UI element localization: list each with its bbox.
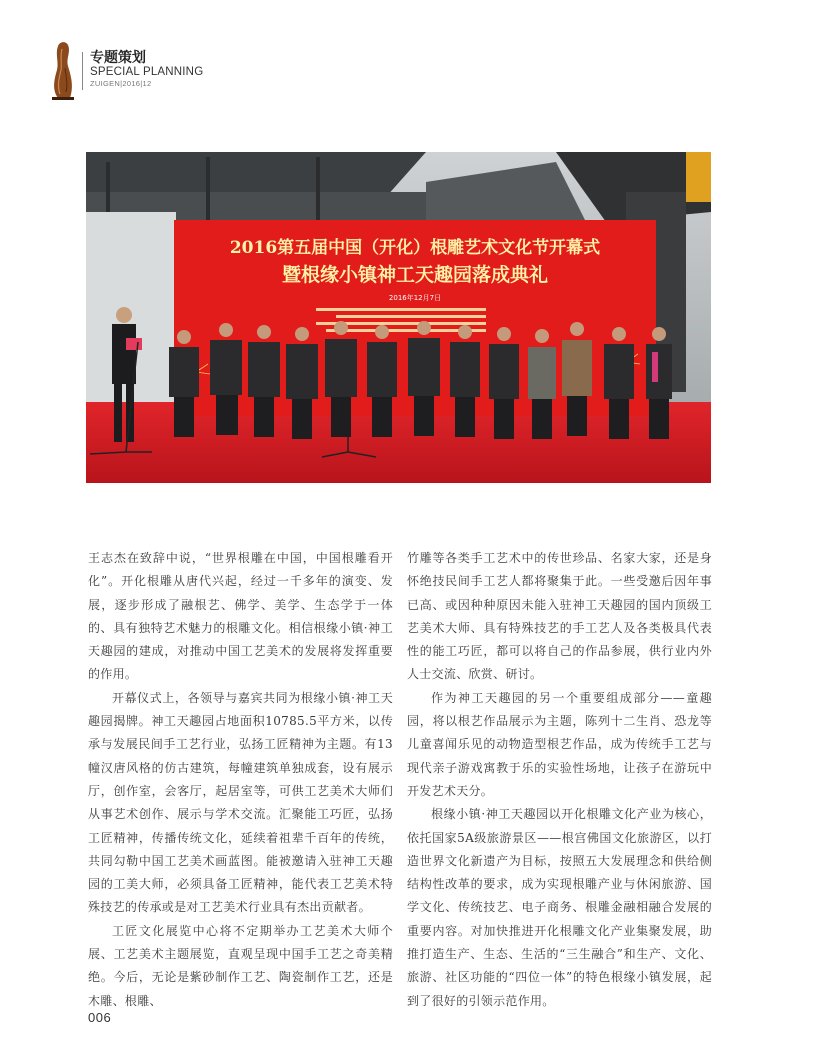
issue-label: ZUIGEN|2016|12 [90,79,152,88]
page-number: 006 [88,1010,112,1025]
article-column-right [407,547,712,1013]
banner-title-line2: 暨根缘小镇神工天趣园落成典礼 [281,264,549,286]
article-paragraph: 开幕仪式上，各领导与嘉宾共同为根缘小镇·神工天趣园揭牌。神工天趣园占地面积10785.5平方米，以传承与发展民间手工艺行业，弘扬工匠精神为主题。有13幢汉唐风格的仿古建筑，每幢建筑单独成套，设有展示厅，创作室，会客厅，起居室等，可供工艺美术大师们从事艺术创作、展示与学术交流。汇聚能工巧匠，弘扬工匠精神，传播传统文化，延续着祖辈千百年的传统，共同勾勒中国工艺美术画蓝图。能被邀请入驻神工天趣园的工美大师，必须具备工匠精神，能代表工艺美术特殊技艺的传承或是对工艺美术行业具有杰出贡献者。 [88,690,393,915]
section-title-cn: 专题策划 [90,50,146,66]
banner-date: 2016年12月7日 [388,294,442,302]
article-column-left [88,547,393,1013]
root-carving-logo-icon [48,40,76,100]
article-paragraph: 作为神工天趣园的另一个重要组成部分——童趣园，将以根艺作品展示为主题，陈列十二生肖、恐龙等儿童喜闻乐见的动物造型根艺作品，成为传统手工艺与现代亲子游戏寓教于乐的实验性场地，让孩子在游玩中开发艺术天分。 [407,690,712,798]
article-paragraph: 工匠文化展览中心将不定期举办工艺美术大师个展、工艺美术主题展览，直观呈现中国手工艺之奇美精绝。今后，无论是紫砂制作工艺、陶瓷制作工艺，还是木雕、根雕、 [88,923,393,1008]
article-paragraph: 竹雕等各类手工艺术中的传世珍品、名家大家，还是身怀绝技民间手工艺人都将聚集于此。一些受邀后因年事已高、或因种种原因未能入驻神工天趣园的国内顶级工艺美术大师、具有特殊技艺的手工艺人及各类极具代表性的能工巧匠，都可以将自己的作品参展，供行业内外人士交流、欣赏、研讨。 [407,551,712,682]
banner-title-line1: 2016第五届中国（开化）根雕艺术文化节开幕式 [229,238,601,258]
section-title-en: SPECIAL PLANNING [90,66,204,78]
article-paragraph: 王志杰在致辞中说，“世界根雕在中国，中国根雕看开化”。开化根雕从唐代兴起，经过一千多年的演变、发展，逐步形成了融根艺、佛学、美学、生态学于一体的、具有独特艺术魅力的根雕文化。相信根缘小镇·神工天趣园的建成，对推动中国工艺美术的发展将发挥重要的作用。 [88,551,393,682]
article-paragraph: 根缘小镇·神工天趣园以开化根雕文化产业为核心，依托国家5A级旅游景区——根宫佛国文化旅游区，以打造世界文化新遗产为目标，按照五大发展理念和供给侧结构性改革的要求，成为实现根雕产业与休闲旅游、国学文化、传统技艺、电子商务、根雕金融相融合发展的重要内容。对加快推进开化根雕文化产业集聚发展，助推打造生产、生态、生活的“三生融合”和生产、文化、旅游、社区功能的“四位一体”的特色根缘小镇发展，起到了很好的引领示范作用。 [407,807,712,1008]
section-title [90,50,203,89]
ceremony-photo [86,152,711,483]
header-divider [82,52,83,90]
